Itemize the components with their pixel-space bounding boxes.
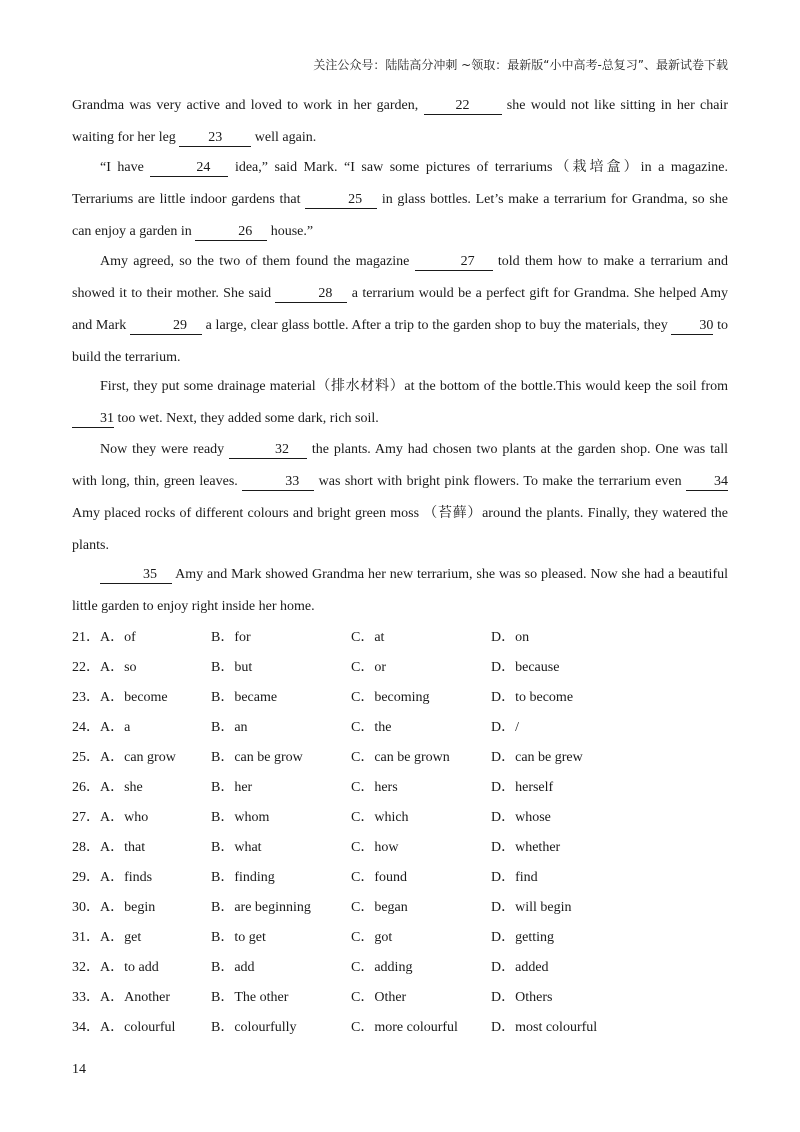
blank-33: 33	[242, 474, 314, 491]
passage-paragraph-1	[72, 90, 728, 154]
option-a: 27．A．who	[72, 810, 149, 825]
option-c: C．becoming	[351, 690, 430, 705]
text: First, they put some drainage material（排水材料）at the bottom of the bottle.This would keep the soil from	[100, 379, 728, 394]
blank-34: 34	[686, 474, 728, 491]
page-number: 14	[72, 1062, 86, 1077]
text: in glass bottles. Let’s make a terrarium for Grandma, so she can enjoy a garden in	[72, 192, 728, 239]
option-b: B．The other	[211, 990, 289, 1005]
text: idea,” said Mark. “I saw some pictures of terrariums（栽培盒）in a magazine. Terrariums are little indoor gardens that	[72, 160, 729, 207]
question-row-28	[72, 833, 728, 863]
option-d: D．because	[491, 660, 560, 675]
question-row-33	[72, 983, 728, 1013]
option-c: C．the	[351, 720, 392, 735]
option-c: C．Other	[351, 990, 407, 1005]
option-c: C．how	[351, 840, 399, 855]
passage-paragraph-6	[72, 559, 728, 623]
option-a: 31．A．get	[72, 930, 142, 945]
option-b: B．an	[211, 720, 248, 735]
option-b: B．are beginning	[211, 900, 311, 915]
blank-23: 23	[179, 130, 251, 147]
option-d: D．added	[491, 960, 549, 975]
text: the plants. Amy had chosen two plants at the garden shop. One was tall with long, thin, green leaves.	[72, 442, 728, 489]
text: to build the terrarium.	[72, 318, 728, 365]
option-c: C．adding	[351, 960, 413, 975]
passage-paragraph-5	[72, 434, 728, 562]
blank-29: 29	[130, 318, 202, 335]
text: Now they were ready	[100, 442, 230, 457]
option-d: D．whose	[491, 810, 551, 825]
answer-options	[72, 623, 728, 1043]
option-b: B．can be grow	[211, 750, 303, 765]
question-row-31	[72, 923, 728, 953]
question-row-27	[72, 803, 728, 833]
option-c: C．got	[351, 930, 393, 945]
option-c: C．or	[351, 660, 386, 675]
option-a: 21．A．of	[72, 630, 136, 645]
blank-27: 27	[415, 254, 493, 271]
option-c: C．hers	[351, 780, 398, 795]
text: Amy placed rocks of different colours and bright green moss （苔藓）around the plants. Finally, they watered the plants.	[72, 506, 728, 553]
page-header: 关注公众号：陆陆高分冲刺 ~领取：最新版“小中高考-总复习”、最新试卷下载	[313, 58, 728, 72]
option-d: D．Others	[491, 990, 553, 1005]
blank-31: 31	[72, 411, 114, 428]
option-b: B．whom	[211, 810, 270, 825]
option-b: B．but	[211, 660, 253, 675]
blank-32: 32	[229, 442, 307, 459]
text: she would not like sitting in her chair waiting for her leg	[72, 98, 729, 145]
option-b: B．for	[211, 630, 251, 645]
text: “I have	[100, 160, 151, 175]
question-row-32	[72, 953, 728, 983]
option-a: 29．A．finds	[72, 870, 153, 885]
blank-22: 22	[424, 98, 502, 115]
text: told them how to make a terrarium and showed it to their mother. She said	[72, 254, 728, 301]
question-row-29	[72, 863, 728, 893]
blank-25: 25	[305, 192, 377, 209]
question-row-23	[72, 683, 728, 713]
option-c: C．found	[351, 870, 407, 885]
question-row-34	[72, 1013, 728, 1043]
text: well again.	[251, 130, 317, 145]
passage-paragraph-3	[72, 246, 728, 374]
option-d: D．most colourful	[491, 1020, 598, 1035]
option-a: 26．A．she	[72, 780, 143, 795]
question-row-30	[72, 893, 728, 923]
text: house.”	[267, 224, 314, 239]
option-b: B．to get	[211, 930, 266, 945]
option-a: 23．A．become	[72, 690, 168, 705]
option-a: 33．A．Another	[72, 990, 170, 1005]
option-c: C．began	[351, 900, 408, 915]
option-a: 25．A．can grow	[72, 750, 176, 765]
option-b: B．what	[211, 840, 262, 855]
option-d: D．can be grew	[491, 750, 583, 765]
option-c: C．at	[351, 630, 385, 645]
option-a: 24．A．a	[72, 720, 131, 735]
blank-24: 24	[150, 160, 228, 177]
option-a: 30．A．begin	[72, 900, 156, 915]
option-d: D．/	[491, 720, 519, 735]
question-row-24	[72, 713, 728, 743]
option-d: D．whether	[491, 840, 561, 855]
option-d: D．to become	[491, 690, 574, 705]
question-row-26	[72, 773, 728, 803]
blank-26: 26	[195, 224, 267, 241]
option-d: D．find	[491, 870, 538, 885]
text: Grandma was very active and loved to work in her garden,	[72, 98, 424, 113]
option-a: 34．A．colourful	[72, 1020, 176, 1035]
option-c: C．which	[351, 810, 409, 825]
option-c: C．more colourful	[351, 1020, 458, 1035]
option-a: 28．A．that	[72, 840, 146, 855]
option-d: D．herself	[491, 780, 554, 795]
option-b: B．finding	[211, 870, 275, 885]
text: a large, clear glass bottle. After a trip to the garden shop to buy the materials, they	[201, 318, 672, 333]
option-b: B．add	[211, 960, 255, 975]
question-row-25	[72, 743, 728, 773]
option-d: D．will begin	[491, 900, 572, 915]
option-a: 32．A．to add	[72, 960, 159, 975]
blank-28: 28	[275, 286, 347, 303]
text: a terrarium would be a perfect gift for Grandma. She helped Amy and Mark	[72, 286, 728, 333]
question-row-22	[72, 653, 728, 683]
option-a: 22．A．so	[72, 660, 137, 675]
text: Amy agreed, so the two of them found the magazine	[100, 254, 415, 269]
passage-paragraph-2	[72, 152, 728, 248]
text: Amy and Mark showed Grandma her new terrarium, she was so pleased. Now she had a beautiful little garden to enjoy right inside her home.	[72, 567, 728, 614]
option-b: B．colourfully	[211, 1020, 297, 1035]
option-c: C．can be grown	[351, 750, 450, 765]
option-b: B．her	[211, 780, 253, 795]
text: too wet. Next, they added some dark, rich soil.	[114, 411, 379, 426]
option-b: B．became	[211, 690, 278, 705]
option-d: D．on	[491, 630, 530, 645]
blank-35: 35	[100, 567, 172, 584]
question-row-21	[72, 623, 728, 653]
text: was short with bright pink flowers. To make the terrarium even	[314, 474, 686, 489]
blank-30: 30	[671, 318, 713, 335]
passage-paragraph-4	[72, 371, 728, 435]
option-d: D．getting	[491, 930, 554, 945]
